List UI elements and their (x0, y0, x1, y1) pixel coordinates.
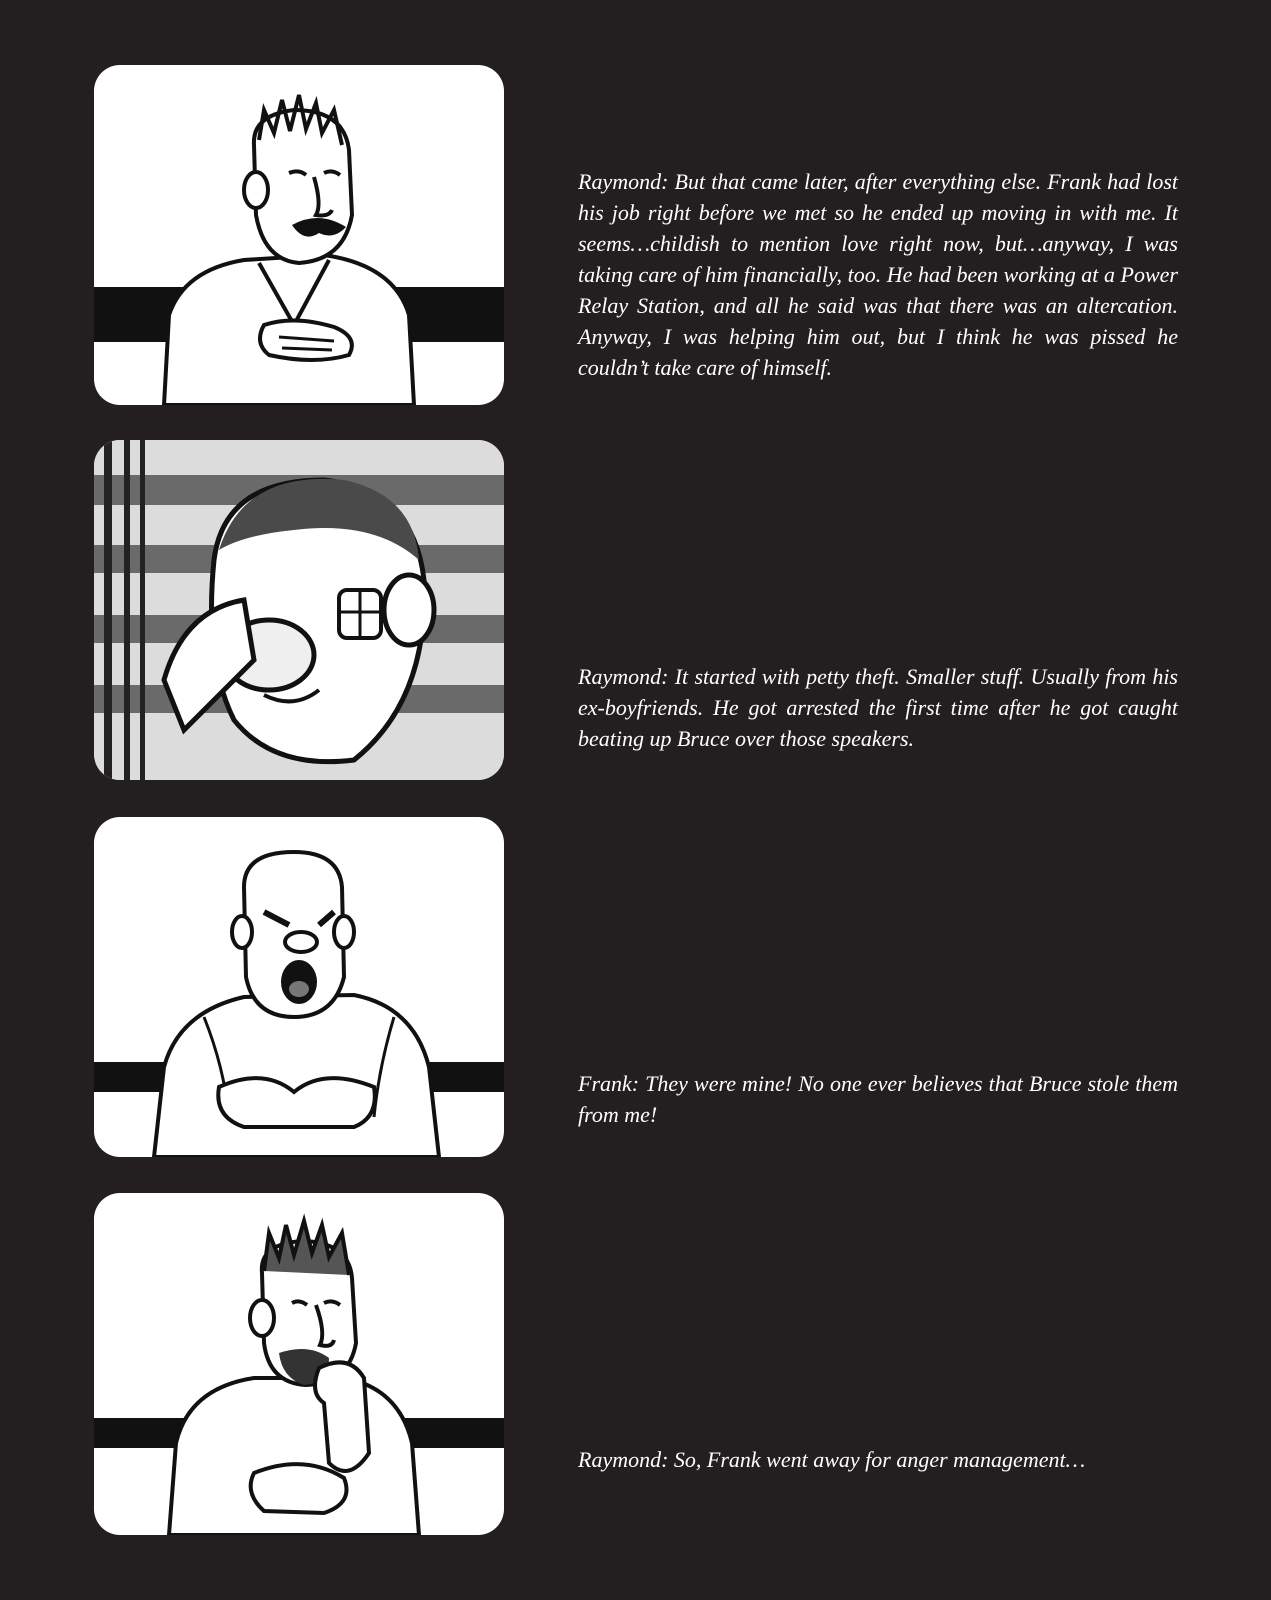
comic-panel-frank-thoughtful (94, 1193, 504, 1535)
frank-shouting-illustration (94, 817, 504, 1157)
caption-1: Raymond: But that came later, after everything else. Frank had lost his job right before we met so he ended up moving in with me. It seems…childish to mention love right now, but…anyway, I was taking care of him financially, too. He had been working at a Power Relay Station, and all he said was that there was an altercation. Anyway, I was helping him out, but I think he was pissed he couldn’t take care of himself. (578, 169, 1178, 380)
frank-seated-illustration (94, 65, 504, 405)
comic-panel-frank-bruised (94, 440, 504, 780)
frank-bruised-illustration (94, 440, 504, 780)
caption-3: Frank: They were mine! No one ever believes that Bruce stole them from me! (578, 1071, 1178, 1127)
comic-panel-frank-seated (94, 65, 504, 405)
frank-thoughtful-illustration (94, 1193, 504, 1535)
comic-panel-frank-shouting (94, 817, 504, 1157)
caption-2: Raymond: It started with petty theft. Smaller stuff. Usually from his ex-boyfriends. He got arrested the first time after he got caught beating up Bruce over those speakers. (578, 664, 1178, 751)
caption-4: Raymond: So, Frank went away for anger management… (578, 1447, 1086, 1472)
